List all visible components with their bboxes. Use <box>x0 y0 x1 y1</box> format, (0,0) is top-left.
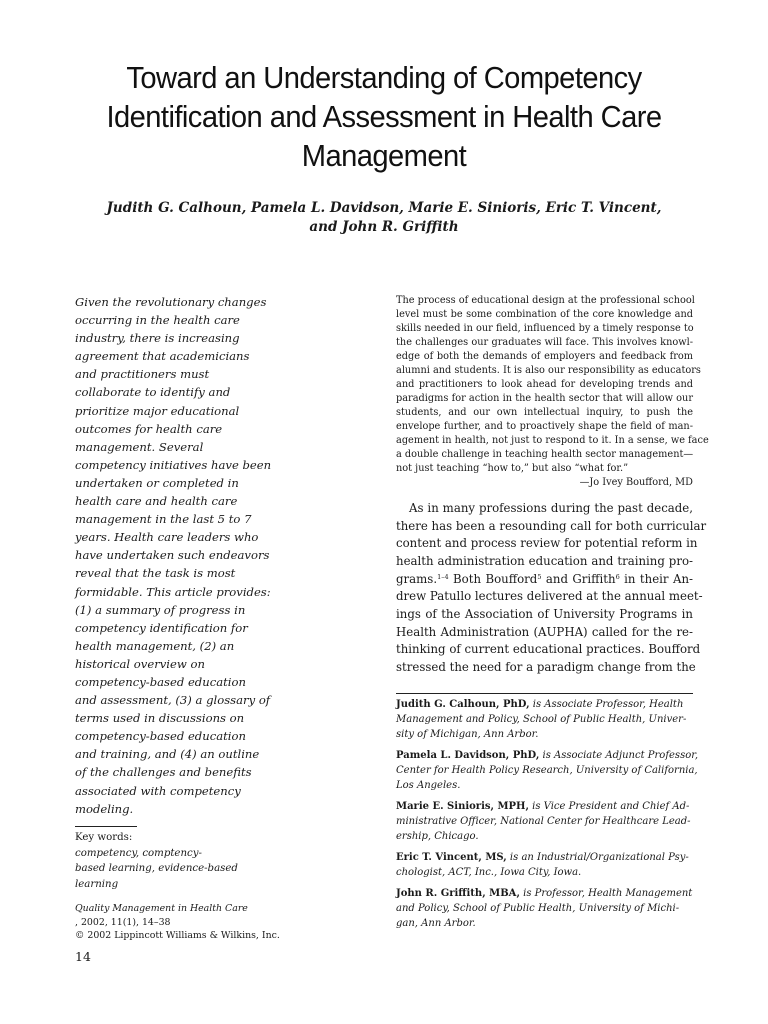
author-line: and John R. Griffith <box>309 219 459 235</box>
abstract-line: competency initiatives have been <box>75 457 272 472</box>
copyright-line: © 2002 Lippincott Williams & Wilkins, Inc. <box>75 930 280 941</box>
epigraph-line: paradigms for action in the health sector that will allow our <box>396 393 693 404</box>
abstract-line: industry, there is increasing <box>75 331 240 346</box>
affiliation-entry <box>396 851 693 881</box>
reference-superscript: 1–4 <box>437 572 449 581</box>
affiliation-line <box>396 887 693 902</box>
affiliation-text: is Associate Adjunct Professor, <box>539 749 699 761</box>
affiliation-line <box>396 749 699 764</box>
body-fragment: Both Boufford <box>448 571 538 586</box>
affiliation-line: gan, Ann Arbor. <box>396 917 476 929</box>
affiliation-line: chologist, ACT, Inc., Iowa City, Iowa. <box>396 866 582 878</box>
affiliation-entry <box>396 749 699 794</box>
epigraph-line: the challenges our graduates will face. This involves knowl- <box>396 337 693 348</box>
affiliation-text: is Vice President and Chief Ad- <box>528 800 690 812</box>
abstract-line: years. Health care leaders who <box>75 530 259 545</box>
epigraph-text <box>396 294 709 476</box>
abstract-line: competency-based education <box>75 674 246 689</box>
abstract-line: Given the revolutionary changes <box>75 295 267 309</box>
abstract-line: and practitioners must <box>75 367 210 382</box>
abstract-line: health care and health care <box>75 494 238 509</box>
affiliation-line: Management and Policy, School of Public Health, Univer- <box>396 713 687 725</box>
abstract-line: have undertaken such endeavors <box>75 548 270 563</box>
affiliation-line <box>396 800 693 815</box>
affiliation-line <box>396 851 693 866</box>
affiliation-author-name: John R. Griffith, MBA, <box>396 887 520 899</box>
abstract-line: of the challenges and benefits <box>75 765 252 780</box>
abstract-line: and assessment, (3) a glossary of <box>75 693 271 708</box>
abstract-line: formidable. This article provides: <box>75 584 271 599</box>
epigraph-line: skills needed in our field, influenced by a timely response to <box>396 323 694 334</box>
abstract <box>75 293 275 818</box>
epigraph-attribution: —Jo Ivey Boufford, MD <box>579 477 693 488</box>
affiliation-line: sity of Michigan, Ann Arbor. <box>396 728 539 740</box>
keywords-line <box>75 830 280 861</box>
abstract-line: agreement that academicians <box>75 349 250 364</box>
affiliation-line: Los Angeles. <box>396 779 461 791</box>
abstract-line: outcomes for health care <box>75 421 223 436</box>
abstract-line: prioritize major educational <box>75 403 240 418</box>
affiliation-text: is an Industrial/Organizational Psy- <box>506 851 689 863</box>
affiliation-text: is Professor, Health Management <box>519 887 693 899</box>
epigraph-line: envelope further, and to proactively shape the field of man- <box>396 421 693 432</box>
body-line: thinking of current educational practices. Boufford <box>396 642 701 657</box>
reference-superscript: 5 <box>537 572 542 581</box>
epigraph <box>396 294 709 490</box>
abstract-line: reveal that the task is most <box>75 566 236 581</box>
page-number: 14 <box>75 949 91 964</box>
affiliation-entry <box>396 887 693 932</box>
affiliation-entry <box>396 800 693 845</box>
affiliation-author-name: Eric T. Vincent, MS, <box>396 851 507 863</box>
journal-citation <box>75 902 365 943</box>
journal-name: Quality Management in Health Care <box>75 903 248 914</box>
body-line: Health Administration (AUPHA) called for the re- <box>396 624 693 639</box>
affiliation-author-name: Marie E. Sinioris, MPH, <box>396 800 529 812</box>
body-line <box>396 571 693 589</box>
reference-superscript: 6 <box>615 572 620 581</box>
author-line: Judith G. Calhoun, Pamela L. Davidson, Marie E. Sinioris, Eric T. Vincent, <box>106 200 662 216</box>
epigraph-line: edge of both the demands of employers and feedback from <box>396 351 693 362</box>
epigraph-line: students, and our own intellectual inquiry, to push the <box>396 407 693 418</box>
abstract-line: competency-based education <box>75 729 246 744</box>
abstract-line: management. Several <box>75 439 204 454</box>
abstract-line: occurring in the health care <box>75 313 240 328</box>
affiliation-text: is Associate Professor, Health <box>529 699 684 710</box>
epigraph-line: and practitioners to look ahead for developing trends and <box>396 379 693 390</box>
epigraph-line: level must be some combination of the core knowledge and <box>396 309 693 320</box>
citation-line <box>75 902 365 929</box>
abstract-line: associated with competency <box>75 783 241 798</box>
body-line: drew Patullo lectures delivered at the annual meet- <box>396 589 703 604</box>
title-line: Management <box>301 138 467 173</box>
epigraph-line: not just teaching “how to,” but also “what for.” <box>396 463 629 474</box>
affiliation-line <box>396 698 693 713</box>
author-affiliations <box>396 698 699 938</box>
abstract-line: health management, (2) an <box>75 638 235 653</box>
epigraph-line: a double challenge in teaching health sector management— <box>396 449 694 460</box>
abstract-line: competency identification for <box>75 620 248 635</box>
abstract-line: undertaken or completed in <box>75 475 239 490</box>
body-line: ings of the Association of University Programs in <box>396 606 693 621</box>
affiliation-author-name: Judith G. Calhoun, PhD, <box>396 699 530 710</box>
body-line: health administration education and training pro- <box>396 553 693 568</box>
affiliation-entry <box>396 698 693 743</box>
abstract-line: historical overview on <box>75 656 205 671</box>
abstract-line: collaborate to identify and <box>75 385 231 400</box>
author-list <box>60 199 708 237</box>
body-line: As in many professions during the past decade, <box>409 501 693 515</box>
abstract-line: modeling. <box>75 801 134 816</box>
body-fragment: grams. <box>396 571 438 586</box>
body-line: content and process review for potential reform in <box>396 536 698 551</box>
abstract-line: and training, and (4) an outline <box>75 747 260 762</box>
body-text <box>396 500 707 677</box>
keywords-terms: competency, comptency- <box>75 847 202 859</box>
affiliation-line: Center for Health Policy Research, University of California, <box>396 764 698 776</box>
keywords-line: learning <box>75 878 119 890</box>
affiliation-author-name: Pamela L. Davidson, PhD, <box>396 749 540 761</box>
body-line: stressed the need for a paradigm change from the <box>396 659 696 674</box>
abstract-line: management in the last 5 to 7 <box>75 512 252 527</box>
article-title <box>79 58 688 175</box>
abstract-line: terms used in discussions on <box>75 711 245 726</box>
keywords-line: based learning, evidence-based <box>75 863 238 874</box>
epigraph-line: alumni and students. It is also our responsibility as educators <box>396 365 701 376</box>
epigraph-line: agement in health, not just to respond to it. In a sense, we face <box>396 435 709 446</box>
affiliation-line: ership, Chicago. <box>396 830 479 842</box>
keywords-label: Key words: <box>75 832 133 843</box>
citation-details: , 2002, 11(1), 14–38 <box>75 916 171 928</box>
epigraph-line: The process of educational design at the professional school <box>396 295 695 306</box>
body-line: there has been a resounding call for both curricular <box>396 518 707 533</box>
keywords <box>75 830 280 892</box>
body-fragment: in their An- <box>619 571 693 586</box>
keywords-divider <box>75 826 137 827</box>
abstract-line: (1) a summary of progress in <box>75 602 246 617</box>
title-line: Identification and Assessment in Health Care <box>106 99 662 134</box>
affiliation-line: and Policy, School of Public Health, University of Michi- <box>396 902 680 914</box>
body-fragment: and Griffith <box>541 571 616 586</box>
title-line: Toward an Understanding of Competency <box>126 60 642 95</box>
affiliations-divider <box>396 693 693 694</box>
affiliation-line: ministrative Officer, National Center for Healthcare Lead- <box>396 815 691 827</box>
